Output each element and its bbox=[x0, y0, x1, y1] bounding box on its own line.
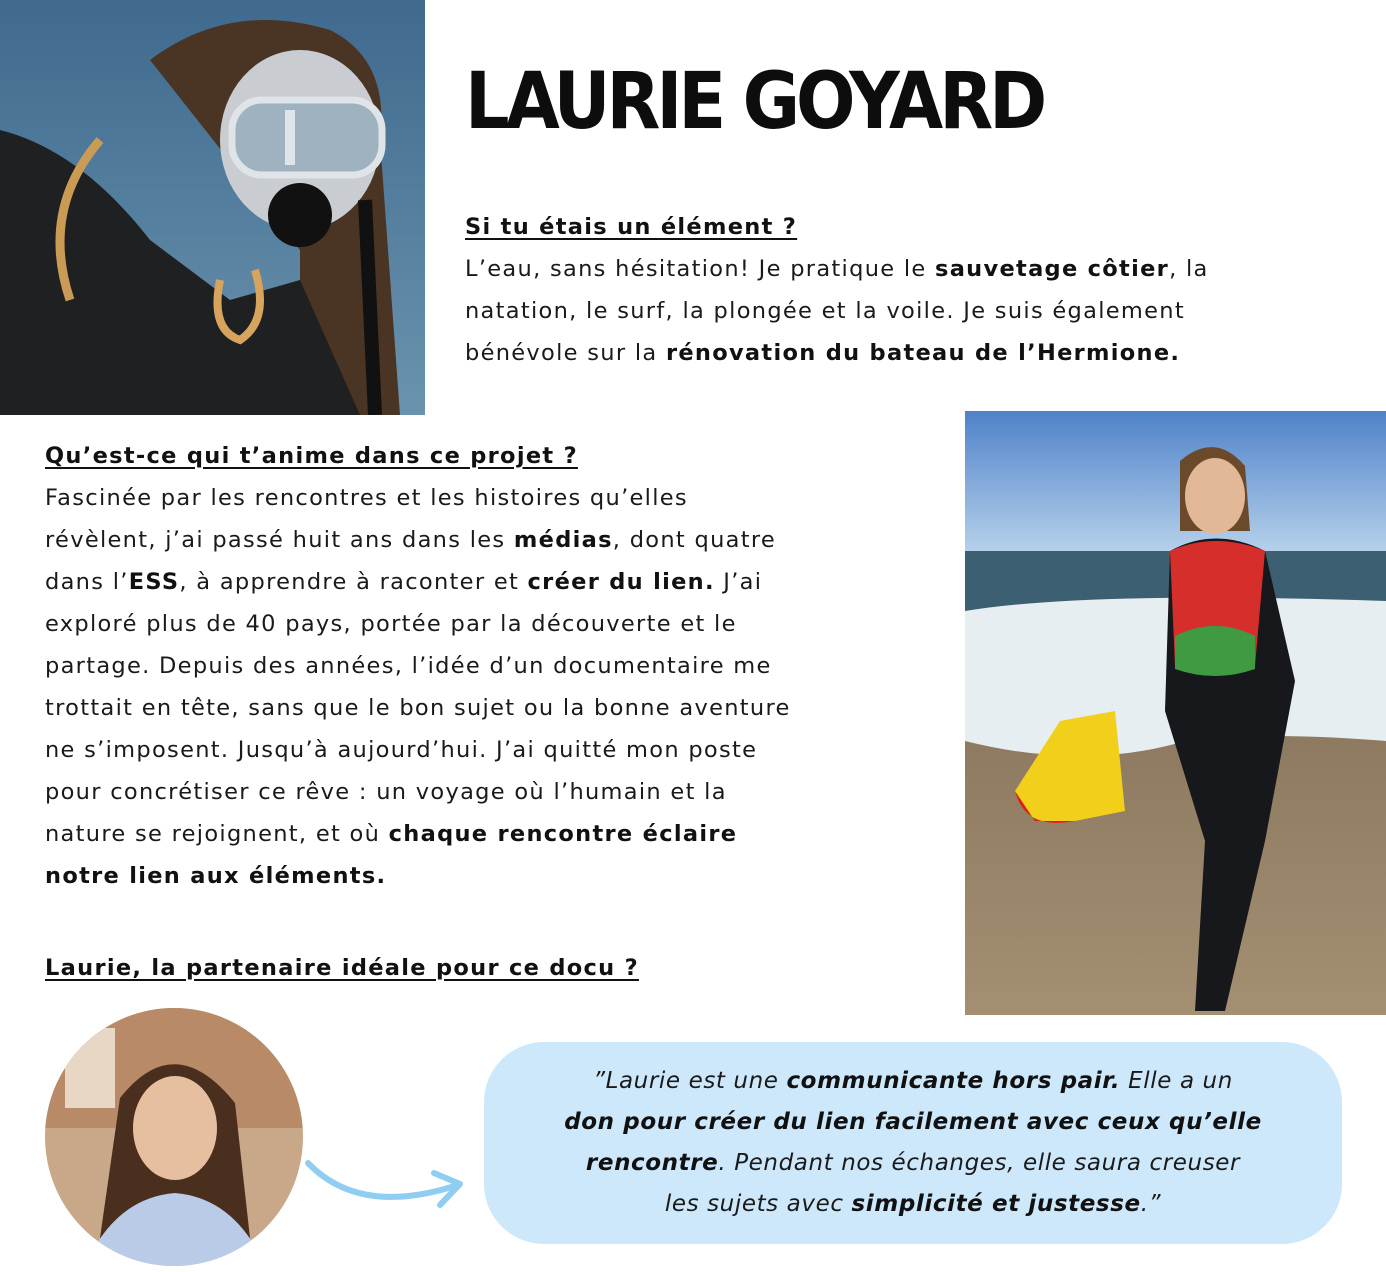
text-segment: révèlent, j’ai passé huit ans dans les bbox=[45, 527, 514, 553]
section-motivation bbox=[45, 435, 955, 897]
text-segment: nature se rejoignent, et où bbox=[45, 821, 389, 847]
section-element-question: Si tu étais un élément ? bbox=[465, 214, 798, 240]
diver-photo bbox=[0, 0, 425, 415]
text-segment: , dont quatre bbox=[612, 527, 777, 553]
page-title: LAURIE GOYARD bbox=[465, 55, 1044, 148]
bold-text-segment: rencontre bbox=[585, 1150, 719, 1176]
section-motivation-question: Qu’est-ce qui t’anime dans ce projet ? bbox=[45, 443, 578, 469]
testimonial-avatar bbox=[45, 1008, 303, 1266]
text-segment: ”Laurie est une bbox=[593, 1068, 787, 1094]
text-segment: dans l’ bbox=[45, 569, 129, 595]
text-segment: , la bbox=[1169, 256, 1209, 282]
curved-arrow-icon bbox=[300, 1145, 475, 1215]
section-partner bbox=[45, 947, 639, 989]
testimonial-quote bbox=[518, 1061, 1308, 1225]
bold-text-segment: créer du lien. bbox=[527, 569, 715, 595]
text-segment: . Pendant nos échanges, elle saura creuser bbox=[718, 1150, 1241, 1176]
text-segment: Fascinée par les rencontres et les histoires qu’elles bbox=[45, 485, 688, 511]
bold-text-segment: sauvetage côtier bbox=[935, 256, 1170, 282]
section-partner-question: Laurie, la partenaire idéale pour ce docu ? bbox=[45, 955, 639, 981]
section-element bbox=[465, 206, 1365, 374]
bold-text-segment: notre lien aux éléments. bbox=[45, 863, 387, 889]
text-segment: Elle a un bbox=[1120, 1068, 1233, 1094]
text-segment: .” bbox=[1140, 1191, 1162, 1217]
text-segment: bénévole sur la bbox=[465, 340, 666, 366]
bold-text-segment: ESS bbox=[128, 569, 180, 595]
bold-text-segment: simplicité et justesse bbox=[851, 1191, 1141, 1217]
text-segment: trottait en tête, sans que le bon sujet ou la bonne aventure bbox=[45, 695, 791, 721]
text-segment: J’ai bbox=[714, 569, 763, 595]
text-segment: pour concrétiser ce rêve : un voyage où l’humain et la bbox=[45, 779, 727, 805]
text-segment: les sujets avec bbox=[664, 1191, 852, 1217]
section-element-answer bbox=[465, 256, 1209, 366]
section-motivation-answer bbox=[45, 485, 791, 889]
testimonial-bubble bbox=[484, 1042, 1342, 1244]
text-segment: exploré plus de 40 pays, portée par la découverte et le bbox=[45, 611, 737, 637]
text-segment: L’eau, sans hésitation! Je pratique le bbox=[465, 256, 935, 282]
bold-text-segment: communicante hors pair. bbox=[786, 1068, 1121, 1094]
bold-text-segment: chaque rencontre éclaire bbox=[388, 821, 738, 847]
bold-text-segment: don pour créer du lien facilement avec ceux qu’elle bbox=[564, 1109, 1262, 1135]
text-segment: , à apprendre à raconter et bbox=[179, 569, 528, 595]
runner-photo bbox=[965, 411, 1386, 1015]
bold-text-segment: médias bbox=[513, 527, 613, 553]
text-segment: partage. Depuis des années, l’idée d’un documentaire me bbox=[45, 653, 772, 679]
text-segment: ne s’imposent. Jusqu’à aujourd’hui. J’ai quitté mon poste bbox=[45, 737, 758, 763]
text-segment: natation, le surf, la plongée et la voile. Je suis également bbox=[465, 298, 1185, 324]
bold-text-segment: rénovation du bateau de l’Hermione. bbox=[665, 340, 1181, 366]
